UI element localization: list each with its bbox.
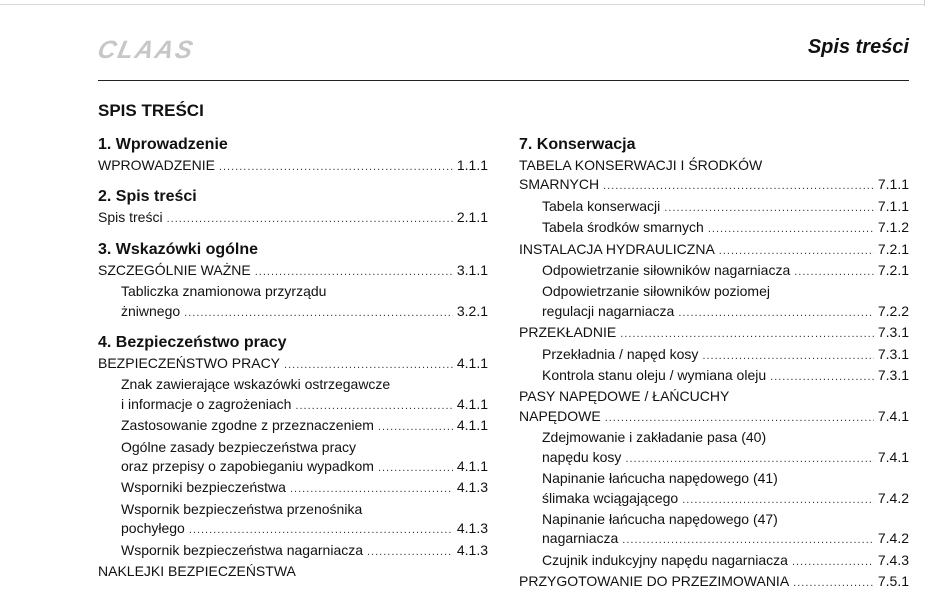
toc-entry-label: Tabela środków smarnych	[542, 219, 704, 236]
toc-page-number: 7.2.2	[877, 302, 909, 319]
toc-entry-row	[542, 345, 909, 366]
document-title: SPIS TREŚCI	[98, 101, 204, 120]
toc-entry-first-line: Napinanie łańcucha napędowego (41)	[542, 470, 778, 487]
toc-page-number: 7.1.1	[877, 176, 909, 193]
toc-page-number: 7.4.1	[877, 407, 909, 424]
toc-entry-label: oraz przepisy o zapobieganiu wypadkom	[121, 458, 374, 475]
leader-dots	[378, 418, 453, 437]
claas-logo: CLAAS	[95, 36, 198, 64]
toc-entry[interactable]	[519, 572, 909, 593]
toc-entry-row	[542, 197, 909, 218]
toc-entry-row	[542, 489, 909, 510]
toc-entry-first-line: Tabliczka znamionowa przyrządu	[121, 283, 327, 300]
toc-entry-label: SZCZEGÓLNIE WAŻNE	[98, 261, 251, 278]
leader-dots	[678, 304, 874, 323]
toc-entry-row	[98, 261, 488, 282]
toc-entry-label: Spis treści	[98, 209, 163, 226]
toc-entry-row	[121, 541, 488, 562]
toc-entry-row	[542, 218, 909, 239]
toc-entry-label: PRZYGOTOWANIE DO PRZEZIMOWANIA	[519, 573, 790, 590]
toc-entry-row	[121, 395, 488, 416]
toc-entry-first-line: NAKLEJKI BEZPIECZEŃSTWA	[98, 563, 296, 580]
leader-dots	[622, 531, 874, 550]
toc-entry[interactable]	[519, 197, 909, 218]
toc-entry-label: i informacje o zagrożeniach	[121, 395, 292, 412]
toc-entry-label: Tabela konserwacji	[542, 197, 661, 214]
toc-entry[interactable]	[98, 416, 488, 437]
toc-entry-label: żniwnego	[121, 302, 181, 319]
toc-entry-label: Wsporniki bezpieczeństwa	[121, 479, 286, 496]
toc-entry[interactable]	[98, 562, 488, 581]
toc-page-number: 7.2.1	[877, 240, 909, 257]
toc-page-number: 4.1.1	[456, 355, 488, 372]
toc-entry-row	[519, 175, 909, 196]
toc-entry-label: WPROWADZENIE	[98, 157, 215, 173]
toc-entry[interactable]	[98, 500, 488, 541]
toc-entry[interactable]	[98, 208, 488, 229]
leader-dots	[682, 491, 874, 510]
page-header-title: Spis treści	[807, 36, 909, 58]
section-heading: 3. Wskazówki ogólne	[98, 240, 259, 258]
toc-entry[interactable]	[519, 551, 909, 572]
leader-dots	[605, 409, 874, 428]
toc-page-number: 7.4.2	[877, 530, 909, 547]
leader-dots	[702, 347, 873, 366]
leader-dots	[792, 553, 874, 572]
leader-dots	[719, 242, 874, 261]
toc-entry-first-line: Napinanie łańcucha napędowego (47)	[542, 510, 778, 527]
toc-entry-label: INSTALACJA HYDRAULICZNA	[519, 240, 715, 257]
toc-page-number: 7.3.1	[877, 345, 909, 362]
toc-entry-row	[519, 572, 909, 593]
toc-entry[interactable]	[519, 282, 909, 323]
toc-entry-label: nagarniacza	[542, 530, 619, 547]
toc-entry-row	[98, 208, 488, 229]
toc-entry[interactable]	[98, 261, 488, 282]
toc-entry[interactable]	[519, 428, 909, 469]
leader-dots	[284, 356, 453, 375]
toc-entry-row	[542, 529, 909, 550]
toc-entry-row	[542, 261, 909, 282]
toc-entry[interactable]	[519, 469, 909, 510]
toc-entry-label: Zastosowanie zgodne z przeznaczeniem	[121, 417, 374, 434]
toc-entry-label: Kontrola stanu oleju / wymiana oleju	[542, 367, 767, 384]
toc-page-number: 4.1.1	[456, 417, 488, 434]
toc-entry-row	[121, 302, 488, 323]
toc-entry-label: PRZEKŁADNIE	[519, 324, 617, 341]
toc-page-number: 4.1.3	[456, 541, 488, 558]
toc-entry[interactable]	[519, 345, 909, 366]
toc-entry-label: Wspornik bezpieczeństwa nagarniacza	[121, 541, 364, 558]
toc-page-number: 7.5.1	[877, 573, 909, 590]
toc-page-number: 7.4.2	[877, 489, 909, 506]
toc-page-number: 3.2.1	[456, 302, 488, 319]
section-heading: 7. Konserwacja	[519, 136, 636, 153]
toc-entry-row	[519, 407, 909, 428]
leader-dots	[378, 459, 453, 478]
toc-page-number: 4.1.1	[456, 395, 488, 412]
toc-page-number: 4.1.3	[456, 520, 488, 537]
leader-dots	[167, 210, 453, 229]
toc-entry-first-line: PASY NAPĘDOWE / ŁAŃCUCHY	[519, 388, 730, 405]
toc-page-number: 7.3.1	[877, 367, 909, 384]
toc-entry-row	[121, 519, 488, 540]
toc-entry-label: Czujnik indukcyjny napędu nagarniacza	[542, 551, 788, 568]
leader-dots	[664, 199, 874, 218]
toc-page-number: 7.1.2	[877, 219, 909, 236]
toc-page-number: 7.2.1	[877, 262, 909, 279]
toc-entry[interactable]	[519, 261, 909, 282]
toc-entry[interactable]	[98, 438, 488, 479]
toc-entry[interactable]	[519, 218, 909, 239]
toc-page-number: 1.1.1	[456, 157, 488, 173]
toc-page-number: 7.4.1	[877, 448, 909, 465]
leader-dots	[290, 480, 453, 499]
toc-left-column	[98, 135, 488, 582]
toc-entry-row	[121, 416, 488, 437]
toc-entry-first-line: Ogólne zasady bezpieczeństwa pracy	[121, 438, 357, 455]
toc-entry[interactable]	[98, 354, 488, 375]
toc-page-number: 3.1.1	[456, 261, 488, 278]
toc-page-number: 2.1.1	[456, 209, 488, 226]
toc-entry-row	[542, 448, 909, 469]
leader-dots	[255, 263, 453, 282]
toc-entry[interactable]	[98, 282, 488, 323]
leader-dots	[184, 304, 453, 323]
toc-entry-row	[519, 323, 909, 344]
toc-right-column	[519, 135, 909, 594]
leader-dots	[189, 521, 453, 540]
leader-dots	[219, 158, 453, 177]
toc-entry-first-line: Zdejmowanie i zakładanie pasa (40)	[542, 429, 767, 446]
toc-page-number: 4.1.1	[456, 458, 488, 475]
toc-entry-label: Przekładnia / napęd kosy	[542, 345, 699, 362]
toc-entry-first-line: Wspornik bezpieczeństwa przenośnika	[121, 500, 363, 517]
toc-entry-row	[121, 478, 488, 499]
leader-dots	[603, 177, 874, 196]
top-border	[0, 4, 925, 5]
toc-entry-label: pochyłego	[121, 520, 185, 537]
leader-dots	[620, 325, 874, 344]
toc-entry[interactable]	[519, 156, 909, 197]
toc-entry-row	[98, 156, 488, 177]
toc-page-number: 7.3.1	[877, 324, 909, 341]
toc-entry-row	[542, 366, 909, 387]
leader-dots	[295, 397, 452, 416]
header-rule	[98, 80, 909, 81]
toc-entry[interactable]	[98, 375, 488, 416]
leader-dots	[625, 450, 873, 469]
toc-entry-row	[542, 302, 909, 323]
toc-entry-first-line: Znak zawierające wskazówki ostrzegawcze	[121, 376, 391, 393]
section-heading: 2. Spis treści	[98, 188, 197, 206]
toc-entry-label: SMARNYCH	[519, 176, 600, 193]
toc-entry[interactable]	[98, 478, 488, 499]
toc-entry[interactable]	[519, 240, 909, 261]
toc-entry-first-line: Odpowietrzanie siłowników poziomej	[542, 283, 770, 300]
toc-entry[interactable]	[519, 366, 909, 387]
toc-entry-first-line: TABELA KONSERWACJI I ŚRODKÓW	[519, 157, 763, 173]
toc-entry[interactable]	[519, 323, 909, 344]
toc-entry-row	[121, 457, 488, 478]
leader-dots	[770, 368, 874, 387]
toc-entry-label: BEZPIECZEŃSTWO PRACY	[98, 355, 281, 372]
toc-entry[interactable]	[519, 387, 909, 428]
corner-mark	[924, 0, 925, 6]
toc-page-number: 7.1.1	[877, 197, 909, 214]
section-heading: 1. Wprowadzenie	[98, 136, 228, 153]
section-heading: 4. Bezpieczeństwo pracy	[98, 334, 287, 352]
toc-entry-row	[519, 240, 909, 261]
toc-page-number: 4.1.3	[456, 479, 488, 496]
toc-entry-label: ślimaka wciągającego	[542, 489, 679, 506]
toc-entry[interactable]	[519, 510, 909, 551]
toc-entry-label: NAPĘDOWE	[519, 407, 601, 424]
toc-page-number: 7.4.3	[877, 551, 909, 568]
leader-dots	[708, 220, 874, 239]
toc-entry-label: napędu kosy	[542, 448, 622, 465]
leader-dots	[794, 263, 874, 282]
toc-entry-label: regulacji nagarniacza	[542, 302, 675, 319]
toc-entry[interactable]	[98, 156, 488, 177]
toc-entry-row	[542, 551, 909, 572]
leader-dots	[367, 543, 453, 562]
toc-entry[interactable]	[98, 541, 488, 562]
toc-entry-label: Odpowietrzanie siłowników nagarniacza	[542, 262, 791, 279]
toc-entry-row	[98, 354, 488, 375]
